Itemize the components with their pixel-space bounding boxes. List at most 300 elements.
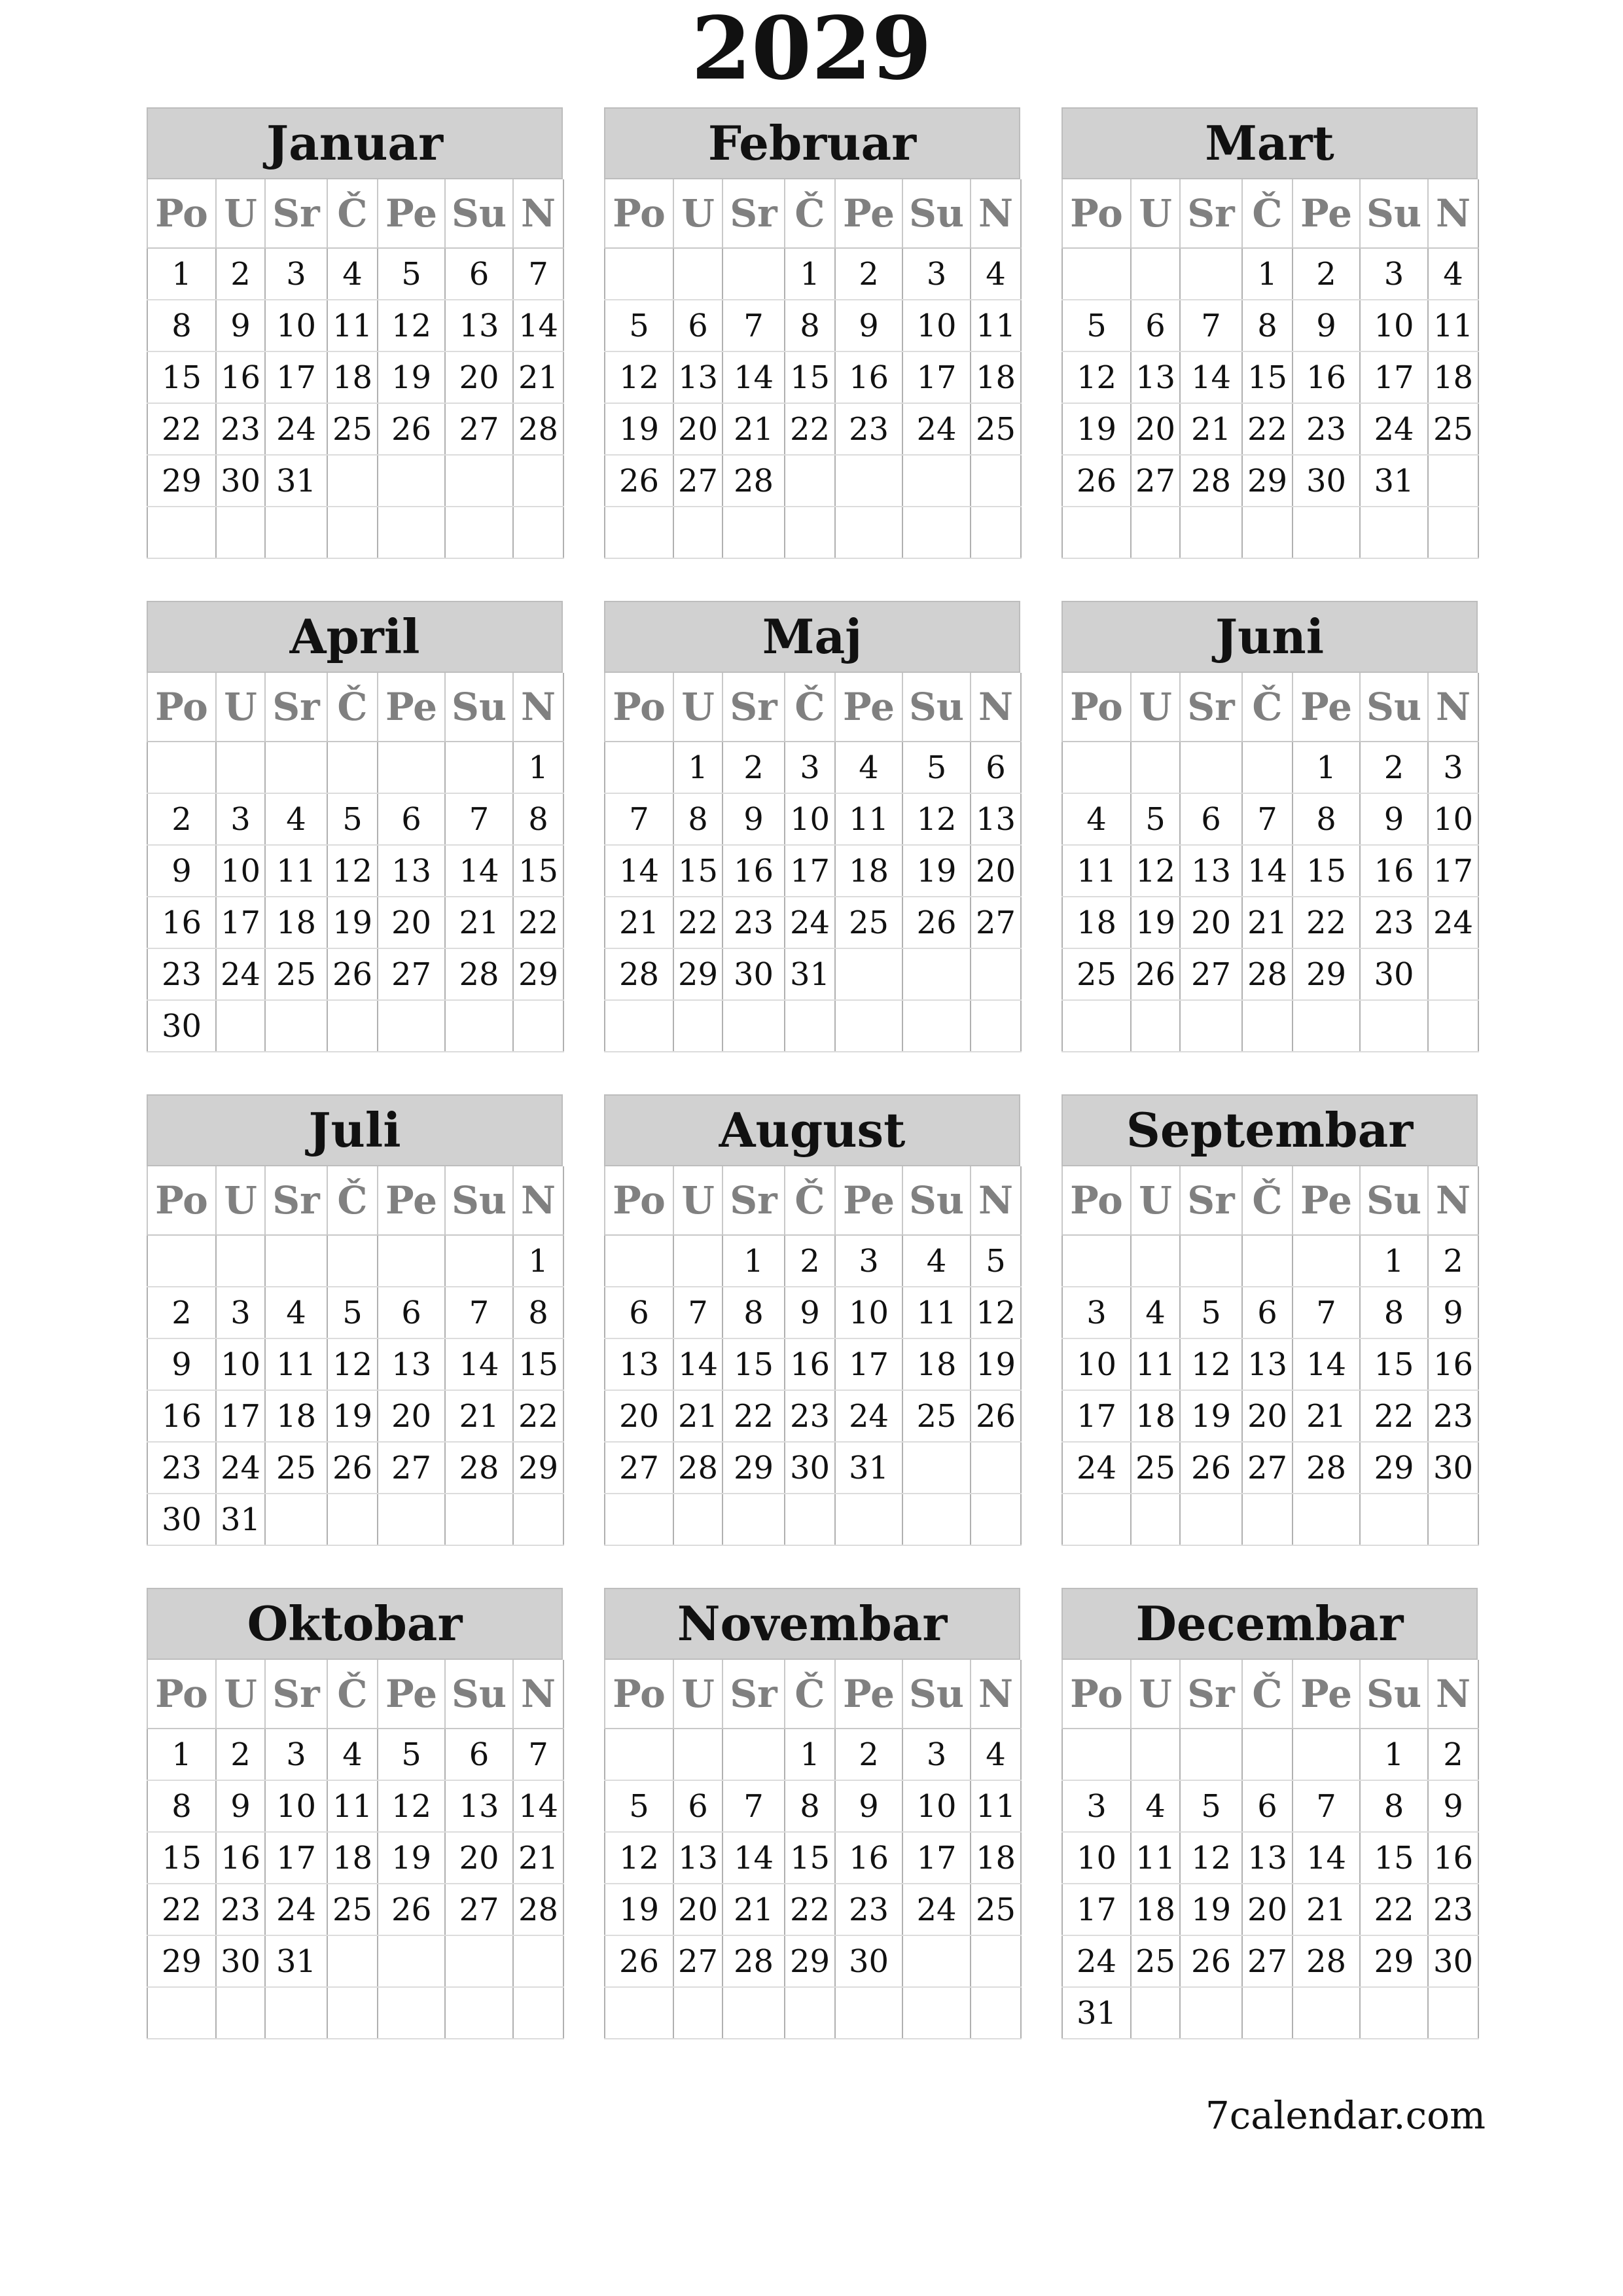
- day-cell: 10: [1062, 1338, 1131, 1390]
- day-cell: 24: [785, 897, 835, 948]
- day-cell: 7: [445, 793, 513, 845]
- day-cell: 27: [378, 1442, 445, 1494]
- weekday-label: U: [673, 1660, 722, 1729]
- day-cell: 26: [378, 1884, 445, 1935]
- week-row: [147, 1729, 563, 1780]
- day-cell: 13: [378, 1338, 445, 1390]
- day-cell: 24: [1428, 897, 1478, 948]
- day-cell: 2: [1293, 248, 1360, 300]
- day-cell: 11: [1131, 1832, 1180, 1884]
- week-row: [1062, 248, 1478, 300]
- month-maj: [604, 601, 1020, 1052]
- day-cell: 7: [1242, 793, 1293, 845]
- week-row: [1062, 1780, 1478, 1832]
- week-row: [605, 351, 1021, 403]
- day-cell: 1: [147, 1729, 216, 1780]
- weekday-label: Sr: [1180, 673, 1242, 742]
- day-cell: 1: [513, 1235, 563, 1287]
- day-cell: 26: [1131, 948, 1180, 1000]
- day-cell: 25: [1428, 403, 1478, 455]
- month-name: Januar: [147, 107, 563, 179]
- empty-day-cell: [445, 455, 513, 507]
- day-cell: 7: [722, 1780, 785, 1832]
- day-cell: 1: [1360, 1235, 1428, 1287]
- weekday-label: Su: [445, 1166, 513, 1235]
- day-cell: 17: [902, 1832, 971, 1884]
- day-cell: 22: [147, 403, 216, 455]
- day-cell: 15: [1293, 845, 1360, 897]
- empty-day-cell: [1242, 1987, 1293, 2039]
- day-cell: 12: [327, 845, 378, 897]
- day-cell: 11: [1062, 845, 1131, 897]
- week-row: [605, 1729, 1021, 1780]
- empty-day-cell: [1131, 1494, 1180, 1545]
- week-row: [605, 742, 1021, 793]
- empty-day-cell: [971, 1494, 1021, 1545]
- day-cell: 26: [327, 948, 378, 1000]
- day-cell: 15: [513, 845, 563, 897]
- weekday-label: Č: [327, 1660, 378, 1729]
- day-cell: 17: [265, 351, 327, 403]
- day-cell: 22: [722, 1390, 785, 1442]
- day-cell: 2: [1428, 1729, 1478, 1780]
- day-cell: 24: [1062, 1442, 1131, 1494]
- month-mart: [1061, 107, 1478, 559]
- month-name: Oktobar: [147, 1588, 563, 1660]
- week-row: [1062, 1832, 1478, 1884]
- day-cell: 24: [216, 948, 265, 1000]
- empty-day-cell: [378, 1494, 445, 1545]
- month-name: Februar: [604, 107, 1020, 179]
- day-cell: 12: [605, 351, 673, 403]
- week-row: [605, 1338, 1021, 1390]
- day-cell: 28: [673, 1442, 722, 1494]
- day-cell: 24: [902, 1884, 971, 1935]
- empty-day-cell: [1131, 248, 1180, 300]
- weekday-label: Sr: [722, 1660, 785, 1729]
- week-row: [605, 897, 1021, 948]
- day-cell: 28: [513, 403, 563, 455]
- day-cell: 9: [216, 1780, 265, 1832]
- day-cell: 29: [1293, 948, 1360, 1000]
- week-row: [1062, 351, 1478, 403]
- weekday-label: Pe: [1293, 179, 1360, 248]
- day-cell: 7: [1180, 300, 1242, 351]
- month-decembar: [1061, 1588, 1478, 2039]
- weekday-label: N: [513, 673, 563, 742]
- day-cell: 14: [1242, 845, 1293, 897]
- day-cell: 2: [1428, 1235, 1478, 1287]
- day-cell: 1: [673, 742, 722, 793]
- empty-day-cell: [378, 507, 445, 558]
- day-cell: 23: [835, 1884, 902, 1935]
- week-row: [147, 1494, 563, 1545]
- day-cell: 5: [327, 1287, 378, 1338]
- empty-day-cell: [722, 1000, 785, 1052]
- weekday-label: Su: [1360, 1660, 1428, 1729]
- day-cell: 22: [785, 403, 835, 455]
- day-cell: 25: [971, 1884, 1021, 1935]
- empty-day-cell: [722, 1494, 785, 1545]
- empty-day-cell: [1131, 1000, 1180, 1052]
- empty-day-cell: [265, 742, 327, 793]
- day-cell: 12: [1180, 1832, 1242, 1884]
- day-cell: 7: [722, 300, 785, 351]
- day-cell: 28: [445, 1442, 513, 1494]
- day-cell: 3: [216, 793, 265, 845]
- day-cell: 1: [513, 742, 563, 793]
- day-cell: 30: [722, 948, 785, 1000]
- day-cell: 15: [785, 351, 835, 403]
- week-row: [1062, 793, 1478, 845]
- day-cell: 6: [1242, 1287, 1293, 1338]
- day-cell: 13: [1131, 351, 1180, 403]
- day-cell: 7: [513, 1729, 563, 1780]
- day-cell: 30: [1428, 1935, 1478, 1987]
- empty-day-cell: [513, 1987, 563, 2039]
- day-cell: 27: [445, 403, 513, 455]
- weekday-label: Po: [605, 1660, 673, 1729]
- empty-day-cell: [902, 1442, 971, 1494]
- month-days-table: [147, 1660, 564, 2039]
- day-cell: 25: [265, 948, 327, 1000]
- day-cell: 20: [1131, 403, 1180, 455]
- weekday-header-row: [1062, 1166, 1478, 1235]
- day-cell: 24: [265, 1884, 327, 1935]
- day-cell: 30: [1360, 948, 1428, 1000]
- week-row: [147, 845, 563, 897]
- day-cell: 3: [1062, 1780, 1131, 1832]
- day-cell: 27: [971, 897, 1021, 948]
- weekday-label: Su: [902, 1166, 971, 1235]
- day-cell: 25: [327, 1884, 378, 1935]
- week-row: [147, 793, 563, 845]
- week-row: [147, 897, 563, 948]
- day-cell: 23: [722, 897, 785, 948]
- weekday-label: Po: [605, 673, 673, 742]
- day-cell: 3: [1062, 1287, 1131, 1338]
- empty-day-cell: [902, 1000, 971, 1052]
- weekday-header-row: [147, 1660, 563, 1729]
- empty-day-cell: [327, 742, 378, 793]
- day-cell: 22: [1242, 403, 1293, 455]
- week-row: [605, 300, 1021, 351]
- empty-day-cell: [1293, 507, 1360, 558]
- day-cell: 21: [445, 1390, 513, 1442]
- day-cell: 10: [785, 793, 835, 845]
- day-cell: 4: [1131, 1780, 1180, 1832]
- day-cell: 13: [1242, 1338, 1293, 1390]
- month-name: Maj: [604, 601, 1020, 673]
- week-row: [147, 248, 563, 300]
- weekday-label: U: [216, 673, 265, 742]
- day-cell: 13: [1180, 845, 1242, 897]
- week-row: [605, 948, 1021, 1000]
- week-row: [1062, 1494, 1478, 1545]
- weekday-label: Su: [445, 673, 513, 742]
- day-cell: 29: [1242, 455, 1293, 507]
- month-days-table: [147, 1166, 564, 1546]
- day-cell: 5: [902, 742, 971, 793]
- week-row: [147, 351, 563, 403]
- weekday-label: Č: [1242, 1166, 1293, 1235]
- day-cell: 29: [785, 1935, 835, 1987]
- day-cell: 21: [722, 1884, 785, 1935]
- empty-day-cell: [605, 1235, 673, 1287]
- empty-day-cell: [1360, 1000, 1428, 1052]
- empty-day-cell: [327, 455, 378, 507]
- weekday-label: Č: [1242, 673, 1293, 742]
- day-cell: 3: [1360, 248, 1428, 300]
- day-cell: 22: [1360, 1884, 1428, 1935]
- empty-day-cell: [216, 742, 265, 793]
- day-cell: 20: [1242, 1884, 1293, 1935]
- day-cell: 26: [605, 1935, 673, 1987]
- empty-day-cell: [513, 507, 563, 558]
- empty-day-cell: [1293, 1235, 1360, 1287]
- day-cell: 17: [1428, 845, 1478, 897]
- month-name: Juni: [1061, 601, 1478, 673]
- weekday-label: U: [673, 179, 722, 248]
- empty-day-cell: [265, 1000, 327, 1052]
- day-cell: 4: [1062, 793, 1131, 845]
- weekday-label: Č: [785, 179, 835, 248]
- day-cell: 21: [1293, 1884, 1360, 1935]
- day-cell: 16: [1428, 1832, 1478, 1884]
- day-cell: 31: [265, 455, 327, 507]
- weekday-label: Po: [1062, 673, 1131, 742]
- day-cell: 19: [605, 1884, 673, 1935]
- month-days-table: [604, 1660, 1022, 2039]
- day-cell: 20: [378, 897, 445, 948]
- empty-day-cell: [673, 1987, 722, 2039]
- day-cell: 14: [1293, 1832, 1360, 1884]
- day-cell: 3: [216, 1287, 265, 1338]
- week-row: [605, 793, 1021, 845]
- day-cell: 2: [147, 1287, 216, 1338]
- empty-day-cell: [1428, 1987, 1478, 2039]
- day-cell: 14: [1180, 351, 1242, 403]
- year-title: 2029: [691, 0, 932, 99]
- empty-day-cell: [971, 948, 1021, 1000]
- day-cell: 28: [1180, 455, 1242, 507]
- empty-day-cell: [1180, 1987, 1242, 2039]
- day-cell: 15: [147, 351, 216, 403]
- empty-day-cell: [605, 1494, 673, 1545]
- week-row: [147, 403, 563, 455]
- day-cell: 8: [1293, 793, 1360, 845]
- month-name: Decembar: [1061, 1588, 1478, 1660]
- weekday-label: Su: [902, 179, 971, 248]
- empty-day-cell: [605, 1987, 673, 2039]
- day-cell: 18: [265, 897, 327, 948]
- empty-day-cell: [216, 1235, 265, 1287]
- empty-day-cell: [1062, 1000, 1131, 1052]
- day-cell: 20: [1180, 897, 1242, 948]
- month-februar: [604, 107, 1020, 559]
- empty-day-cell: [216, 507, 265, 558]
- month-oktobar: [147, 1588, 563, 2039]
- day-cell: 21: [445, 897, 513, 948]
- day-cell: 12: [327, 1338, 378, 1390]
- day-cell: 18: [327, 351, 378, 403]
- day-cell: 16: [147, 897, 216, 948]
- month-name: Septembar: [1061, 1094, 1478, 1166]
- empty-day-cell: [1062, 1494, 1131, 1545]
- empty-day-cell: [971, 455, 1021, 507]
- empty-day-cell: [1293, 1494, 1360, 1545]
- week-row: [1062, 897, 1478, 948]
- week-row: [147, 1987, 563, 2039]
- day-cell: 27: [1180, 948, 1242, 1000]
- weekday-header-row: [1062, 673, 1478, 742]
- day-cell: 31: [1062, 1987, 1131, 2039]
- day-cell: 4: [1131, 1287, 1180, 1338]
- day-cell: 13: [673, 1832, 722, 1884]
- day-cell: 25: [1062, 948, 1131, 1000]
- day-cell: 9: [722, 793, 785, 845]
- weekday-header-row: [605, 1166, 1021, 1235]
- day-cell: 14: [673, 1338, 722, 1390]
- day-cell: 29: [147, 1935, 216, 1987]
- day-cell: 2: [835, 1729, 902, 1780]
- empty-day-cell: [971, 1935, 1021, 1987]
- week-row: [147, 507, 563, 558]
- empty-day-cell: [1428, 507, 1478, 558]
- weekday-label: N: [1428, 1660, 1478, 1729]
- weekday-header-row: [605, 1660, 1021, 1729]
- day-cell: 1: [1293, 742, 1360, 793]
- day-cell: 7: [445, 1287, 513, 1338]
- day-cell: 20: [673, 1884, 722, 1935]
- day-cell: 25: [902, 1390, 971, 1442]
- weekday-header-row: [1062, 179, 1478, 248]
- empty-day-cell: [445, 1987, 513, 2039]
- empty-day-cell: [513, 1494, 563, 1545]
- day-cell: 18: [835, 845, 902, 897]
- month-name: Novembar: [604, 1588, 1020, 1660]
- day-cell: 11: [835, 793, 902, 845]
- day-cell: 7: [1293, 1780, 1360, 1832]
- day-cell: 18: [1428, 351, 1478, 403]
- day-cell: 1: [147, 248, 216, 300]
- day-cell: 6: [673, 1780, 722, 1832]
- day-cell: 6: [1242, 1780, 1293, 1832]
- day-cell: 1: [785, 248, 835, 300]
- day-cell: 31: [835, 1442, 902, 1494]
- day-cell: 16: [147, 1390, 216, 1442]
- empty-day-cell: [378, 1935, 445, 1987]
- day-cell: 30: [147, 1494, 216, 1545]
- weekday-header-row: [147, 673, 563, 742]
- day-cell: 16: [835, 351, 902, 403]
- week-row: [605, 1390, 1021, 1442]
- day-cell: 10: [1428, 793, 1478, 845]
- empty-day-cell: [265, 1494, 327, 1545]
- day-cell: 20: [605, 1390, 673, 1442]
- empty-day-cell: [216, 1000, 265, 1052]
- site-link[interactable]: 7calendar.com: [1205, 2093, 1486, 2138]
- empty-day-cell: [147, 742, 216, 793]
- empty-day-cell: [1242, 1729, 1293, 1780]
- week-row: [147, 742, 563, 793]
- month-novembar: [604, 1588, 1020, 2039]
- day-cell: 13: [378, 845, 445, 897]
- month-days-table: [1061, 673, 1479, 1052]
- day-cell: 11: [971, 300, 1021, 351]
- week-row: [605, 1987, 1021, 2039]
- day-cell: 26: [1180, 1935, 1242, 1987]
- empty-day-cell: [1242, 742, 1293, 793]
- day-cell: 24: [902, 403, 971, 455]
- day-cell: 15: [785, 1832, 835, 1884]
- empty-day-cell: [1131, 1987, 1180, 2039]
- day-cell: 14: [513, 1780, 563, 1832]
- day-cell: 29: [513, 948, 563, 1000]
- empty-day-cell: [722, 507, 785, 558]
- weekday-label: Su: [902, 1660, 971, 1729]
- empty-day-cell: [445, 1235, 513, 1287]
- empty-day-cell: [445, 1494, 513, 1545]
- empty-day-cell: [971, 1442, 1021, 1494]
- day-cell: 12: [971, 1287, 1021, 1338]
- empty-day-cell: [605, 1729, 673, 1780]
- weekday-label: Po: [147, 673, 216, 742]
- weekday-label: Č: [785, 1660, 835, 1729]
- empty-day-cell: [902, 1935, 971, 1987]
- weekday-label: Sr: [265, 1166, 327, 1235]
- month-name: April: [147, 601, 563, 673]
- day-cell: 9: [785, 1287, 835, 1338]
- week-row: [1062, 1442, 1478, 1494]
- weekday-label: U: [1131, 179, 1180, 248]
- day-cell: 23: [835, 403, 902, 455]
- week-row: [1062, 1884, 1478, 1935]
- day-cell: 16: [1360, 845, 1428, 897]
- weekday-label: Pe: [378, 179, 445, 248]
- day-cell: 26: [378, 403, 445, 455]
- empty-day-cell: [1062, 1729, 1131, 1780]
- day-cell: 3: [785, 742, 835, 793]
- day-cell: 7: [673, 1287, 722, 1338]
- day-cell: 16: [1293, 351, 1360, 403]
- day-cell: 29: [673, 948, 722, 1000]
- day-cell: 7: [513, 248, 563, 300]
- day-cell: 21: [722, 403, 785, 455]
- day-cell: 27: [1242, 1935, 1293, 1987]
- empty-day-cell: [1293, 1729, 1360, 1780]
- empty-day-cell: [902, 948, 971, 1000]
- empty-day-cell: [722, 1987, 785, 2039]
- day-cell: 5: [1062, 300, 1131, 351]
- day-cell: 13: [971, 793, 1021, 845]
- day-cell: 1: [722, 1235, 785, 1287]
- weekday-label: N: [513, 179, 563, 248]
- day-cell: 1: [1242, 248, 1293, 300]
- day-cell: 10: [216, 1338, 265, 1390]
- weekday-label: U: [216, 1660, 265, 1729]
- day-cell: 13: [673, 351, 722, 403]
- day-cell: 3: [902, 248, 971, 300]
- day-cell: 6: [1180, 793, 1242, 845]
- empty-day-cell: [1242, 1235, 1293, 1287]
- day-cell: 20: [378, 1390, 445, 1442]
- day-cell: 8: [1360, 1287, 1428, 1338]
- empty-day-cell: [1360, 1987, 1428, 2039]
- day-cell: 11: [265, 845, 327, 897]
- day-cell: 23: [1360, 897, 1428, 948]
- day-cell: 10: [265, 300, 327, 351]
